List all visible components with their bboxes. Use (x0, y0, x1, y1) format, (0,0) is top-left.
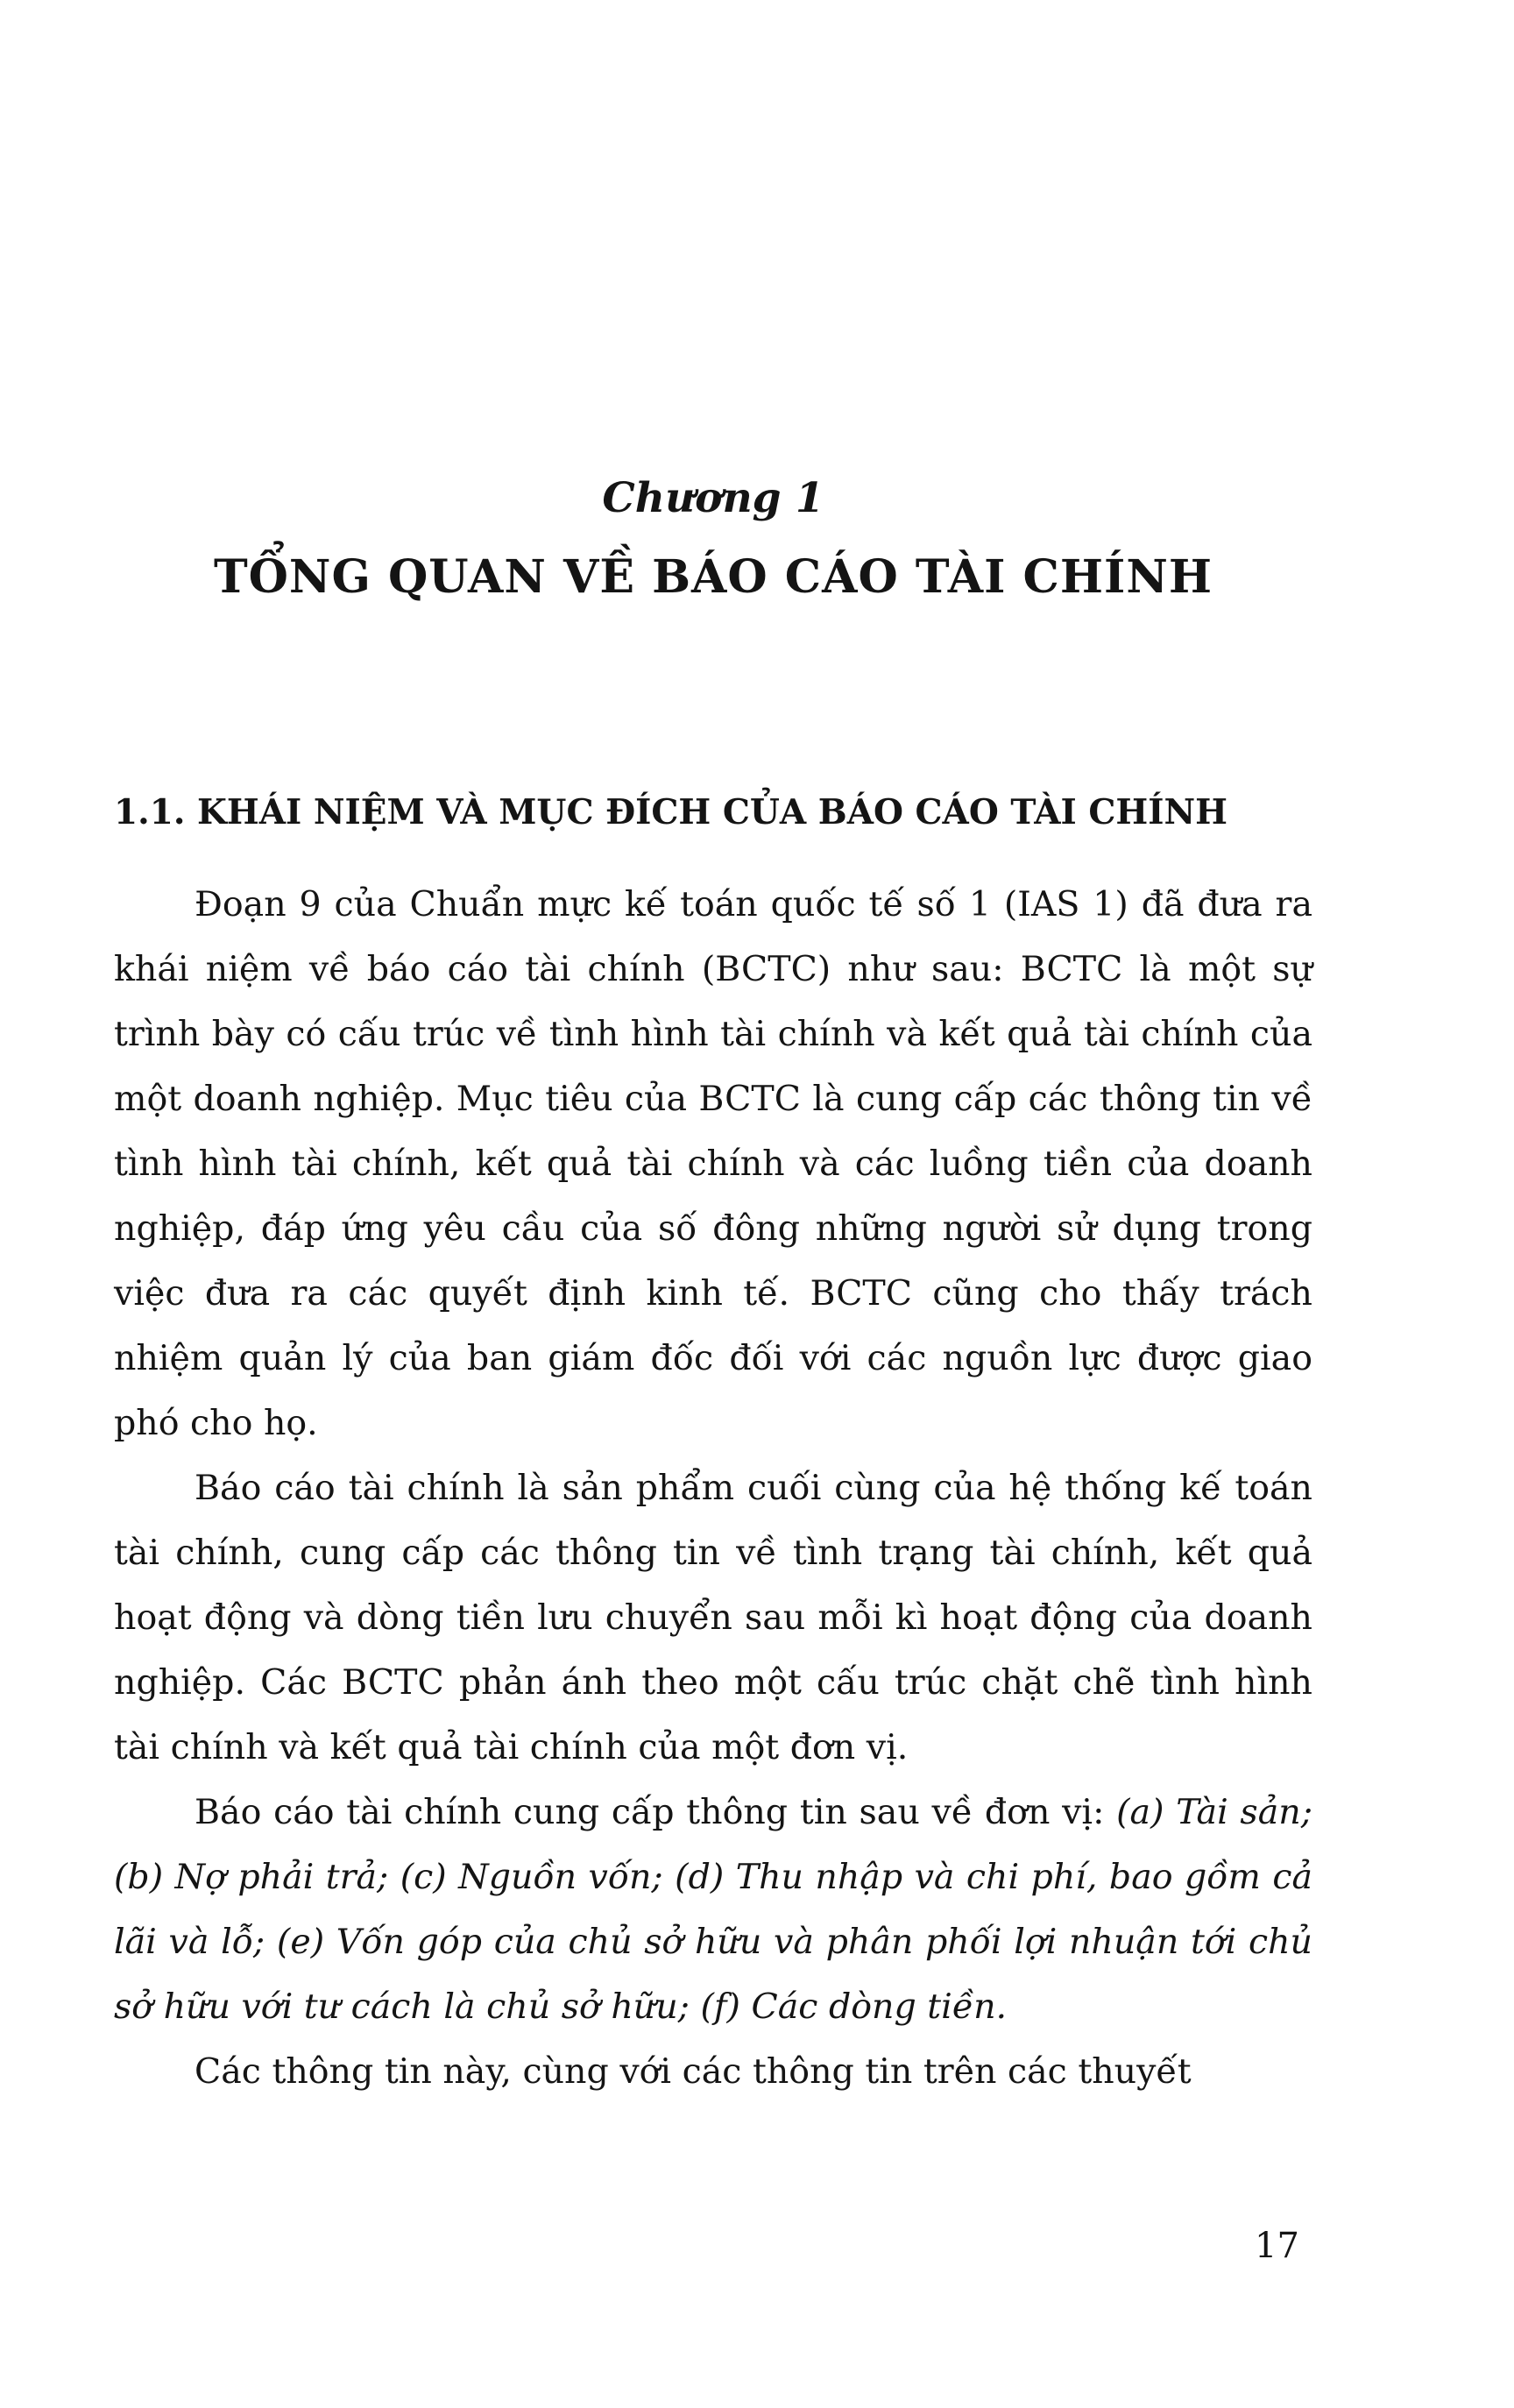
body-text (114, 872, 1312, 2104)
body-paragraph (114, 872, 1312, 1455)
body-paragraph (114, 1455, 1312, 1780)
section-heading: 1.1. KHÁI NIỆM VÀ MỤC ĐÍCH CỦA BÁO CÁO TÀI CHÍNH (114, 792, 1227, 833)
paragraph-segment: Báo cáo tài chính cung cấp thông tin sau về đơn vị: (195, 1792, 1117, 1833)
body-paragraph (114, 2039, 1312, 2104)
page-title: TỔNG QUAN VỀ BÁO CÁO TÀI CHÍNH (213, 549, 1213, 604)
paragraph-segment: Các thông tin này, cùng với các thông tin trên các thuyết (195, 2051, 1192, 2093)
text-block (114, 0, 1312, 2104)
paragraph-segment: Báo cáo tài chính là sản phẩm cuối cùng của hệ thống kế toán tài chính, cung cấp các thông tin về tình trạng tài chính, kết quả hoạt động và dòng tiền lưu chuyển sau mỗi kì hoạt động của doanh nghiệp. Các BCTC phản ánh theo một cấu trúc chặt chẽ tình hình tài chính và kết quả tài chính của một đơn vị. (114, 1468, 1312, 1768)
body-paragraph (114, 1780, 1312, 2039)
paragraph-segment-italic: (a) Tài sản; (b) Nợ phải trả; (c) Nguồn vốn; (d) Thu nhập và chi phí, bao gồm cả lãi và lỗ; (e) Vốn góp của chủ sở hữu và phân phối lợi nhuận tới chủ sở hữu với tư cách là chủ sở hữu; (f) Các dòng tiền. (114, 1792, 1313, 2028)
chapter-label: Chương 1 (602, 474, 824, 522)
paragraph-segment: Đoạn 9 của Chuẩn mực kế toán quốc tế số 1 (IAS 1) đã đưa ra khái niệm về báo cáo tài chính (BCTC) như sau: BCTC là một sự trình bày có cấu trúc về tình hình tài chính và kết quả tài chính của một doanh nghiệp. Mục tiêu của BCTC là cung cấp các thông tin về tình hình tài chính, kết quả tài chính và các luồng tiền của doanh nghiệp, đáp ứng yêu cầu của số đông những người sử dụng trong việc đưa ra các quyết định kinh tế. BCTC cũng cho thấy trách nhiệm quản lý của ban giám đốc đối với các nguồn lực được giao phó cho họ. (114, 884, 1312, 1444)
page-number: 17 (1255, 2226, 1299, 2266)
